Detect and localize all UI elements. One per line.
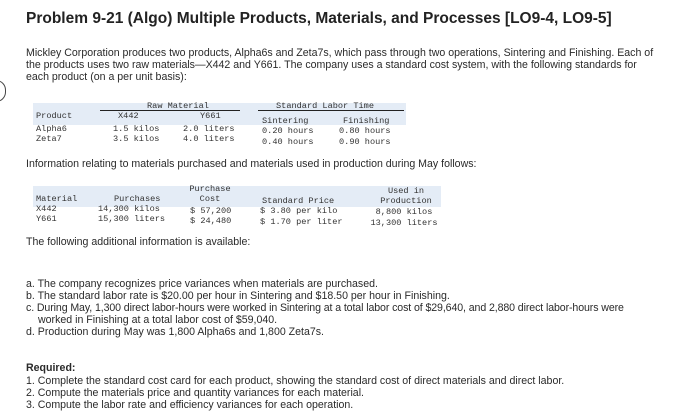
table-cell-x442: 3.5 kilos (113, 134, 160, 144)
col-standard-price: Standard Price (262, 196, 335, 206)
table-cell-x442: 1.5 kilos (113, 124, 160, 134)
col-product: Product (36, 111, 73, 121)
table-cell-cost: $ 57,200 (190, 206, 232, 216)
table-cell-product: Zeta7 (36, 134, 62, 144)
table-cell-price: $ 3.80 per kilo (260, 206, 338, 216)
table-cell-finishing: 0.80 hours (339, 126, 391, 136)
required-heading: Required: (26, 362, 76, 374)
note-c-line-1: c. During May, 1,300 direct labor-hours were worked in Sintering at a total labor cost of $29,640, and 2,880 direct labor-hours were (26, 302, 624, 314)
col-finishing: Finishing (343, 116, 390, 126)
required-item-3: 3. Compute the labor rate and efficiency variances for each operation. (26, 399, 354, 411)
intro-line-3: each product (on a per unit basis): (26, 71, 187, 83)
additional-info-line: The following additional information is available: (26, 236, 251, 248)
required-item-2: 2. Compute the materials price and quantity variances for each material. (26, 387, 364, 399)
note-d: d. Production during May was 1,800 Alpha6s and 1,800 Zeta7s. (26, 326, 324, 338)
table-cell-cost: $ 24,480 (190, 216, 232, 226)
table-cell-y661: 4.0 liters (183, 134, 235, 144)
col-y661: Y661 (200, 111, 221, 121)
col-used-line1: Used in (387, 186, 425, 196)
note-c-line-2: worked in Finishing at a total labor cost of $59,040. (38, 314, 278, 326)
col-purchase-cost-line2: Cost (199, 194, 221, 204)
table-cell-y661: 2.0 liters (183, 124, 235, 134)
table-cell-product: Alpha6 (36, 124, 67, 134)
table-cell-purchases: 14,300 kilos (98, 204, 160, 214)
col-x442: X442 (118, 111, 139, 121)
table-cell-price: $ 1.70 per liter (260, 217, 343, 227)
table-cell-used: 13,300 liters (370, 218, 438, 228)
note-b: b. The standard labor rate is $20.00 per hour in Sintering and $18.50 per hour in Finishing. (26, 290, 450, 302)
note-a: a. The company recognizes price variances when materials are purchased. (26, 278, 378, 290)
required-item-1: 1. Complete the standard cost card for each product, showing the standard cost of direct materials and direct labor. (26, 375, 565, 387)
info-line: Information relating to materials purchased and materials used in production during May follows: (26, 158, 477, 170)
group-standard-labor-time: Standard Labor Time (276, 101, 374, 111)
col-used-line2: Production (380, 196, 432, 206)
intro-line-1: Mickley Corporation produces two products, Alpha6s and Zeta7s, which pass through two operations, Sintering and Finishing. Each of (26, 47, 654, 59)
intro-line-2: the products uses two raw materials—X442 and Y661. The company uses a standard cost system, with the following standards for (26, 59, 637, 71)
table-cell-material: Y661 (36, 214, 57, 224)
col-material: Material (36, 194, 78, 204)
table-cell-used: 8,800 kilos (375, 207, 433, 217)
table-cell-material: X442 (36, 204, 57, 214)
col-purchase-cost-line1: Purchase (189, 184, 231, 194)
group-raw-material: Raw Material (147, 101, 209, 111)
col-sintering: Sintering (262, 116, 309, 126)
col-purchases: Purchases (114, 194, 161, 204)
problem-title: Problem 9-21 (Algo) Multiple Products, Materials, and Processes [LO9-4, LO9-5] (26, 10, 612, 27)
left-edge-bracket (0, 80, 6, 102)
table-cell-finishing: 0.90 hours (339, 137, 391, 147)
table-cell-purchases: 15,300 liters (98, 214, 166, 224)
table-cell-sintering: 0.40 hours (262, 137, 314, 147)
table-cell-sintering: 0.20 hours (262, 126, 314, 136)
